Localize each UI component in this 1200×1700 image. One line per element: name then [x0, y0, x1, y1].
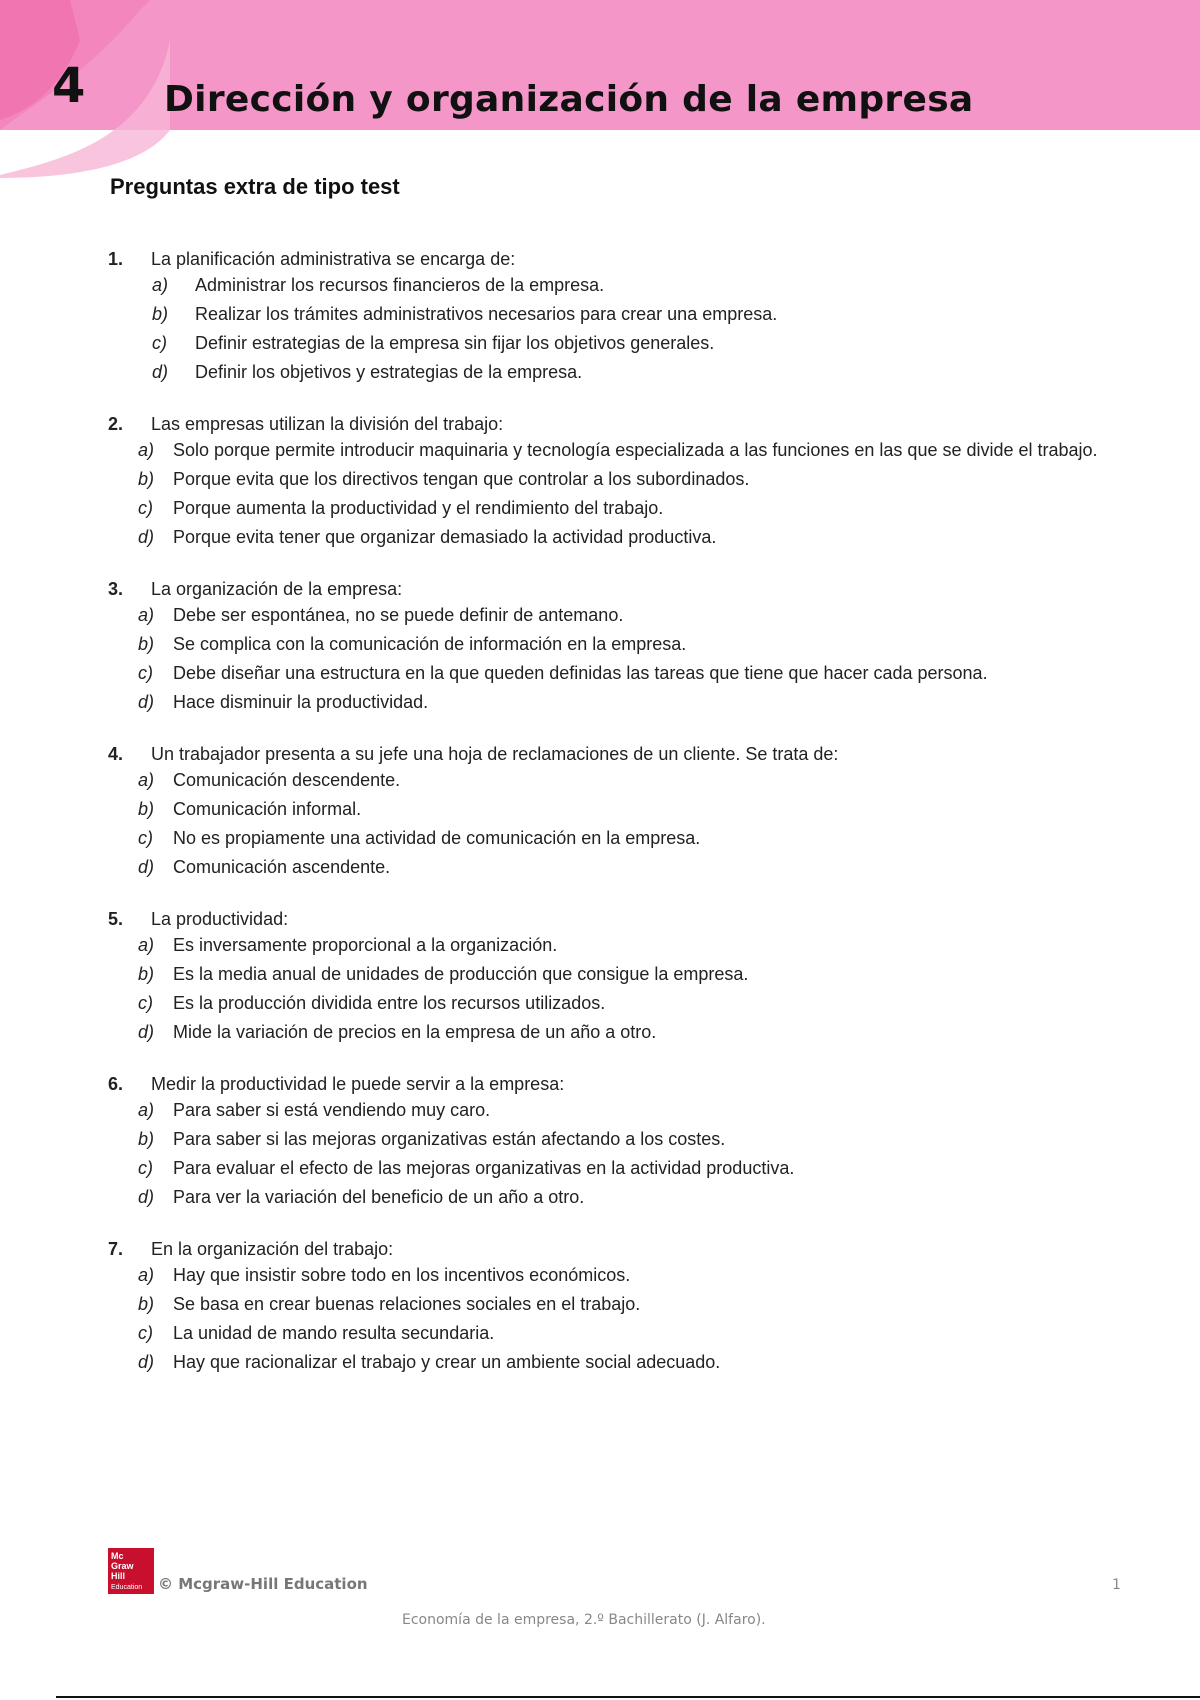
option-letter: a) [138, 1265, 155, 1285]
chapter-number: 4 [52, 58, 86, 114]
option-text: Porque evita tener que organizar demasiado la actividad productiva. [173, 527, 717, 547]
option-text: Para saber si está vendiendo muy caro. [173, 1100, 491, 1120]
question-item [108, 576, 1118, 713]
option-letter: b) [138, 799, 155, 819]
answer-options [108, 605, 1118, 713]
answer-option [108, 634, 1118, 655]
footer-book-reference: Economía de la empresa, 2.º Bachillerato (J. Alfaro). [402, 1612, 766, 1628]
option-text: Para ver la variación del beneficio de un año a otro. [173, 1187, 585, 1207]
option-letter: a) [152, 275, 169, 295]
mcgraw-hill-logo [108, 1548, 154, 1594]
question-text: En la organización del trabajo: [151, 1239, 394, 1259]
answer-option [108, 692, 1118, 713]
footer-copyright: © Mcgraw-Hill Education [158, 1575, 368, 1593]
option-text: Se complica con la comunicación de información en la empresa. [173, 634, 687, 654]
question-list [108, 246, 1118, 1401]
question-number: 6. [108, 1074, 124, 1094]
option-text: Solo porque permite introducir maquinaria y tecnología especializada a las funciones en las que se divide el trabajo. [173, 440, 1098, 460]
option-text: Es la producción dividida entre los recursos utilizados. [173, 993, 606, 1013]
question-number: 4. [108, 744, 124, 764]
answer-options [108, 1265, 1118, 1373]
answer-options [108, 935, 1118, 1043]
option-text: La unidad de mando resulta secundaria. [173, 1323, 495, 1343]
option-text: Comunicación ascendente. [173, 857, 391, 877]
option-letter: d) [138, 1352, 155, 1372]
question-item [108, 1236, 1118, 1373]
question-number: 3. [108, 579, 124, 599]
option-text: Debe ser espontánea, no se puede definir de antemano. [173, 605, 624, 625]
option-letter: a) [138, 935, 155, 955]
answer-option [108, 1022, 1118, 1043]
option-text: Hay que insistir sobre todo en los incentivos económicos. [173, 1265, 631, 1285]
answer-options [108, 1100, 1118, 1208]
option-letter: d) [138, 857, 155, 877]
answer-option [108, 440, 1118, 461]
option-letter: b) [152, 304, 169, 324]
option-text: Comunicación informal. [173, 799, 362, 819]
answer-option [108, 1100, 1118, 1121]
answer-options [108, 440, 1118, 548]
chapter-title: Dirección y organización de la empresa [164, 79, 974, 120]
answer-option [108, 605, 1118, 626]
option-letter: c) [138, 1158, 153, 1178]
option-letter: a) [138, 605, 155, 625]
option-letter: a) [138, 440, 155, 460]
option-letter: d) [138, 1187, 155, 1207]
answer-option [108, 828, 1118, 849]
answer-option [108, 964, 1118, 985]
question-item [108, 1071, 1118, 1208]
question-header [108, 741, 1118, 767]
svg-text:Hill: Hill [111, 1571, 126, 1581]
footer-divider [56, 1696, 1200, 1698]
option-text: Debe diseñar una estructura en la que queden definidas las tareas que tiene que hacer cada persona. [173, 663, 988, 683]
answer-option [108, 663, 1118, 684]
option-text: Se basa en crear buenas relaciones sociales en el trabajo. [173, 1294, 641, 1314]
question-number: 1. [108, 249, 124, 269]
answer-option [108, 1323, 1118, 1344]
option-letter: c) [152, 333, 167, 353]
option-text: Definir estrategias de la empresa sin fijar los objetivos generales. [195, 333, 715, 353]
option-letter: d) [152, 362, 169, 382]
option-text: Es la media anual de unidades de producción que consigue la empresa. [173, 964, 749, 984]
answer-option [108, 527, 1118, 548]
option-letter: c) [138, 498, 153, 518]
option-text: Porque aumenta la productividad y el rendimiento del trabajo. [173, 498, 664, 518]
question-header [108, 246, 1118, 272]
answer-option [108, 304, 1118, 325]
svg-text:Education: Education [111, 1584, 143, 1591]
answer-option [108, 275, 1118, 296]
question-text: La productividad: [151, 909, 289, 929]
answer-options [108, 275, 1118, 383]
answer-option [108, 498, 1118, 519]
option-letter: c) [138, 828, 153, 848]
option-letter: c) [138, 993, 153, 1013]
option-letter: a) [138, 770, 155, 790]
answer-option [108, 362, 1118, 383]
question-item [108, 906, 1118, 1043]
option-text: No es propiamente una actividad de comunicación en la empresa. [173, 828, 701, 848]
question-header [108, 1071, 1118, 1097]
question-header [108, 1236, 1118, 1262]
option-letter: b) [138, 469, 155, 489]
question-text: La organización de la empresa: [151, 579, 403, 599]
page-number: 1 [1112, 1577, 1121, 1593]
option-letter: d) [138, 527, 155, 547]
option-letter: c) [138, 663, 153, 683]
option-letter: b) [138, 634, 155, 654]
answer-option [108, 1352, 1118, 1373]
question-header [108, 906, 1118, 932]
answer-option [108, 1129, 1118, 1150]
answer-option [108, 993, 1118, 1014]
option-text: Comunicación descendente. [173, 770, 401, 790]
question-header [108, 411, 1118, 437]
option-text: Realizar los trámites administrativos necesarios para crear una empresa. [195, 304, 778, 324]
question-text: La planificación administrativa se encarga de: [151, 249, 516, 269]
option-text: Es inversamente proporcional a la organización. [173, 935, 558, 955]
question-item [108, 246, 1118, 383]
question-header [108, 576, 1118, 602]
question-item [108, 741, 1118, 878]
option-letter: c) [138, 1323, 153, 1343]
option-text: Hay que racionalizar el trabajo y crear un ambiente social adecuado. [173, 1352, 721, 1372]
answer-option [108, 333, 1118, 354]
answer-option [108, 469, 1118, 490]
option-letter: d) [138, 692, 155, 712]
option-letter: b) [138, 964, 155, 984]
option-text: Porque evita que los directivos tengan que controlar a los subordinados. [173, 469, 750, 489]
option-letter: a) [138, 1100, 155, 1120]
option-letter: d) [138, 1022, 155, 1042]
option-text: Hace disminuir la productividad. [173, 692, 429, 712]
answer-option [108, 857, 1118, 878]
option-text: Definir los objetivos y estrategias de la empresa. [195, 362, 583, 382]
svg-text:Mc: Mc [111, 1551, 124, 1561]
answer-option [108, 1187, 1118, 1208]
question-text: Un trabajador presenta a su jefe una hoja de reclamaciones de un cliente. Se trata de: [151, 744, 839, 764]
option-text: Mide la variación de precios en la empresa de un año a otro. [173, 1022, 657, 1042]
answer-options [108, 770, 1118, 878]
question-number: 2. [108, 414, 124, 434]
question-item [108, 411, 1118, 548]
option-letter: b) [138, 1294, 155, 1314]
section-title: Preguntas extra de tipo test [110, 174, 400, 199]
answer-option [108, 799, 1118, 820]
answer-option [108, 1294, 1118, 1315]
option-text: Administrar los recursos financieros de la empresa. [195, 275, 605, 295]
question-number: 5. [108, 909, 124, 929]
option-letter: b) [138, 1129, 155, 1149]
question-text: Medir la productividad le puede servir a la empresa: [151, 1074, 565, 1094]
svg-text:Graw: Graw [111, 1561, 134, 1571]
option-text: Para evaluar el efecto de las mejoras organizativas en la actividad productiva. [173, 1158, 795, 1178]
option-text: Para saber si las mejoras organizativas están afectando a los costes. [173, 1129, 726, 1149]
answer-option [108, 770, 1118, 791]
answer-option [108, 1158, 1118, 1179]
question-number: 7. [108, 1239, 124, 1259]
answer-option [108, 1265, 1118, 1286]
question-text: Las empresas utilizan la división del trabajo: [151, 414, 504, 434]
answer-option [108, 935, 1118, 956]
